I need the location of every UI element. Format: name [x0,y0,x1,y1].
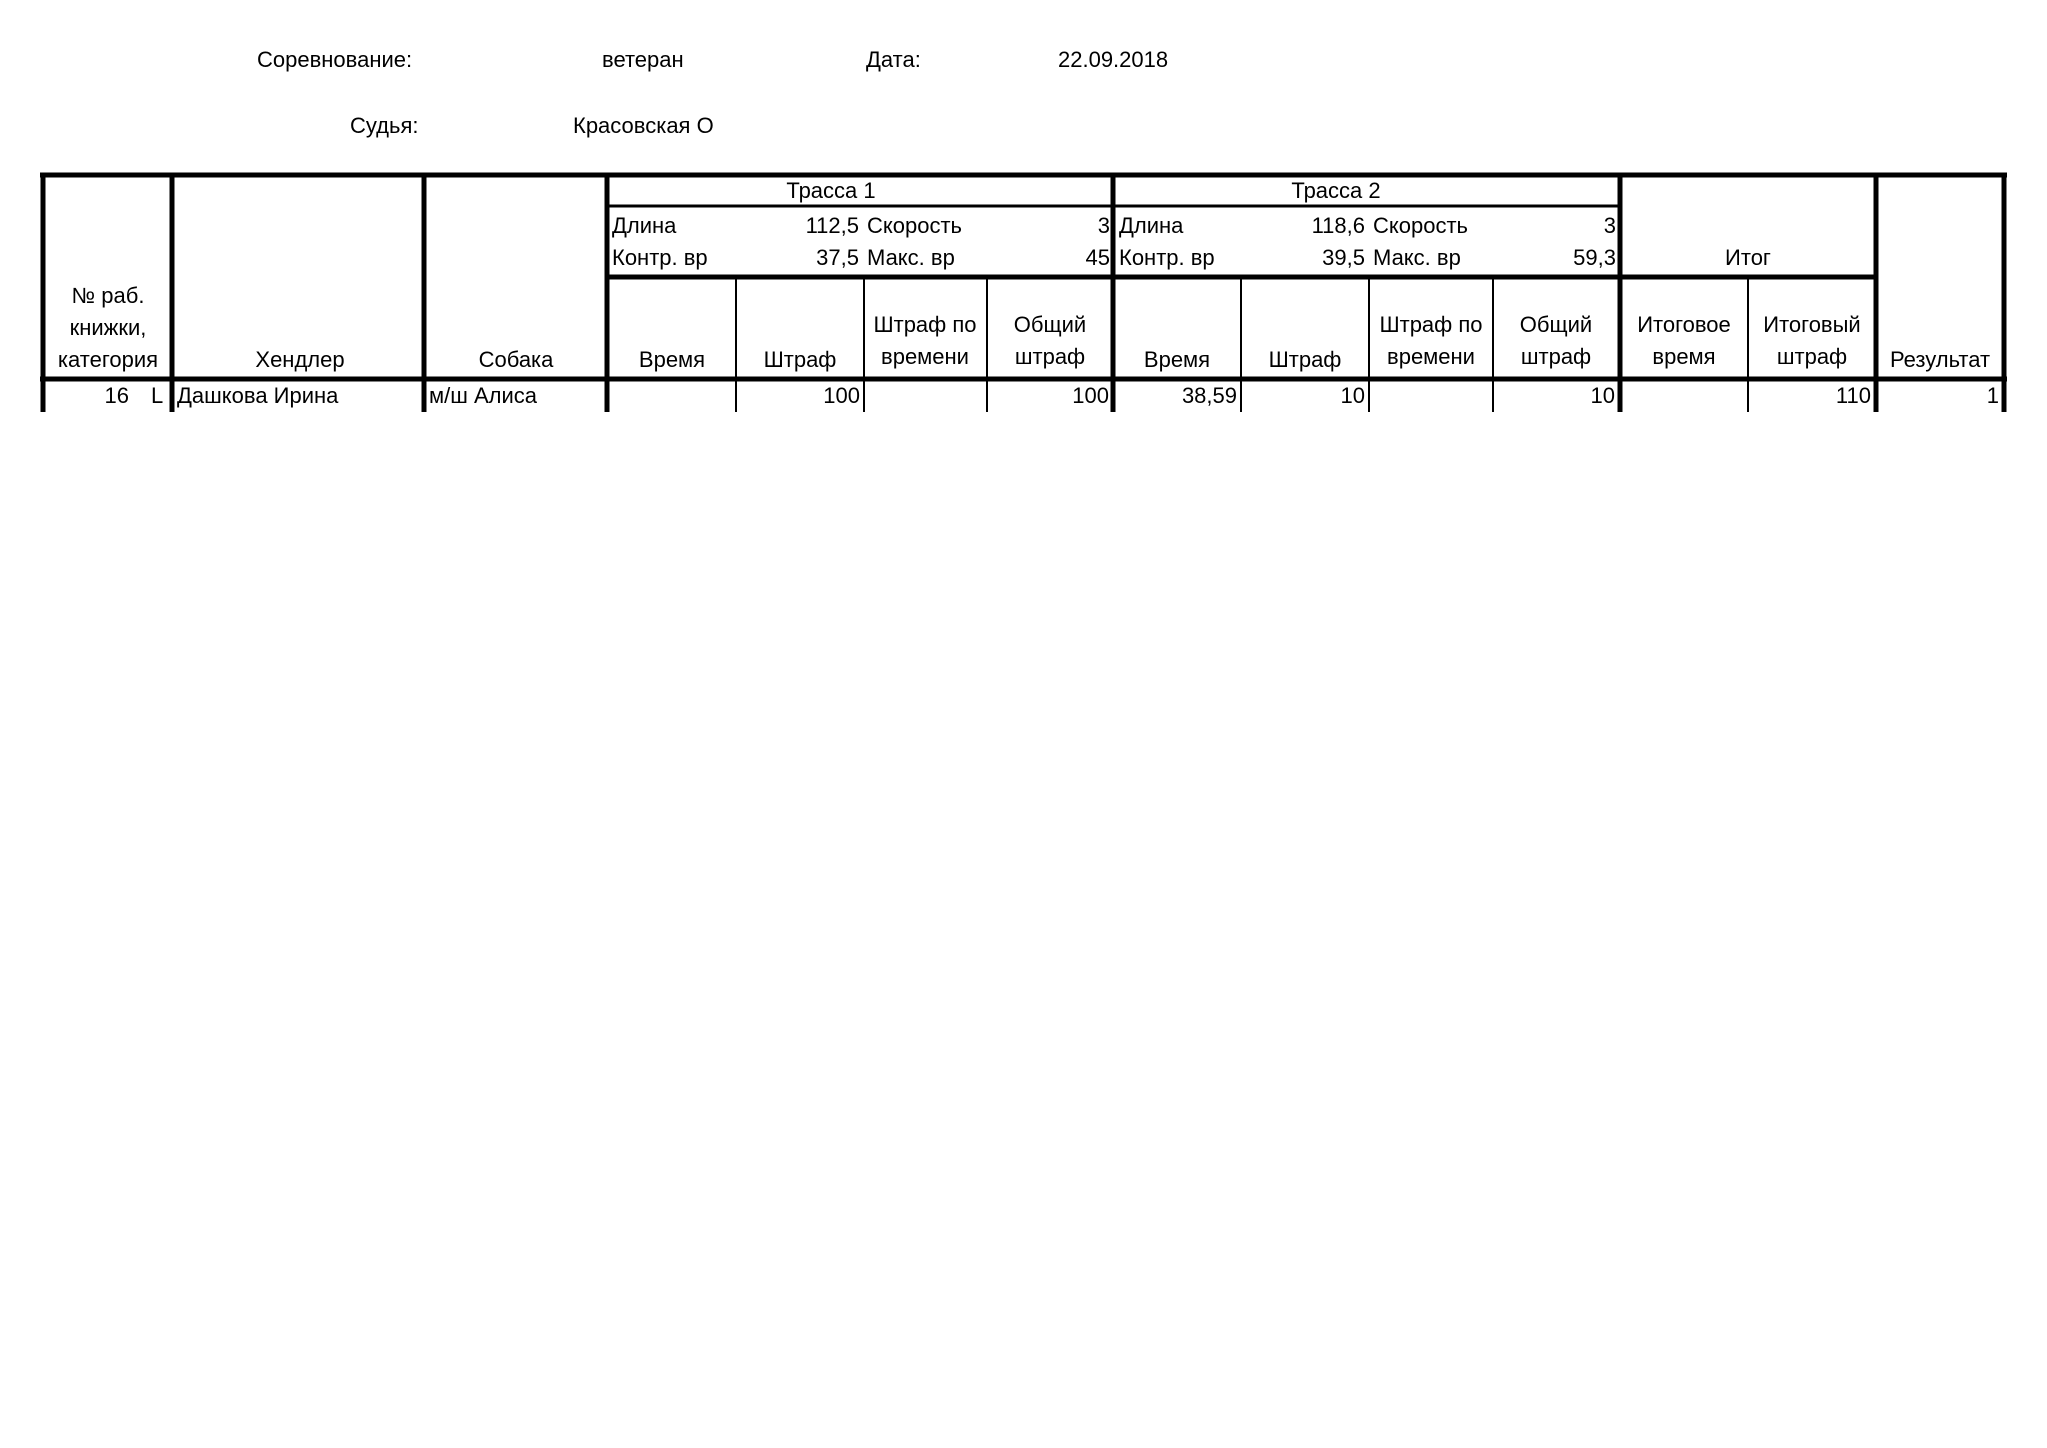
track2-col-penalty: Штраф [1268,347,1342,372]
date-label: Дата: [866,47,921,72]
row-t2-total: 10 [1590,383,1615,408]
track2-col-time-penalty-l2: времени [1387,344,1475,369]
row-t2-time: 38,59 [1181,383,1237,408]
track2-title: Трасса 2 [1291,178,1381,203]
track1-length-value: 112,5 [805,213,859,238]
track1-title: Трасса 1 [786,178,876,203]
track2-col-total-l2: штраф [1520,344,1592,369]
judge-value: Красовская О [573,113,714,138]
row-t1-total: 100 [1072,383,1109,408]
col-book-line3: категория [57,347,159,372]
track1-col-time-penalty-l2: времени [881,344,969,369]
col-book-line1: № раб. [71,283,145,308]
summary-title: Итог [1725,245,1771,270]
track2-col-total-l1: Общий [1519,312,1593,337]
track1-col-total-l2: штраф [1014,344,1086,369]
track1-length-label: Длина [612,213,677,238]
track1-max-value: 45 [1085,245,1110,270]
col-result: Результат [1889,347,1991,372]
track1-control-value: 37,5 [816,245,859,270]
track2-col-time-penalty-l1: Штраф по [1379,312,1483,337]
track1-max-label: Макс. вр [867,245,955,270]
track2-control-value: 39,5 [1322,245,1365,270]
summary-col-penalty-l2: штраф [1776,344,1848,369]
track2-col-time: Время [1143,347,1211,372]
row-total-penalty: 110 [1835,383,1871,408]
row-category: L [151,383,164,408]
date-value: 22.09.2018 [1058,47,1169,72]
row-result: 1 [1986,383,1999,408]
competition-value: ветеран [602,47,684,72]
row-t2-penalty: 10 [1340,383,1365,408]
row-handler: Дашкова Ирина [177,383,339,408]
track2-length-value: 118,6 [1311,213,1365,238]
summary-col-time-l2: время [1652,344,1716,369]
track2-max-value: 59,3 [1573,245,1616,270]
row-dog: м/ш Алиса [429,383,538,408]
track1-col-total-l1: Общий [1013,312,1087,337]
judge-label: Судья: [350,113,419,138]
track2-max-label: Макс. вр [1373,245,1461,270]
track1-col-time-penalty-l1: Штраф по [873,312,977,337]
row-t1-penalty: 100 [823,383,860,408]
row-book: 16 [104,383,129,408]
track2-length-label: Длина [1119,213,1184,238]
track1-col-time: Время [638,347,706,372]
track1-col-penalty: Штраф [763,347,837,372]
track2-speed-label: Скорость [1373,213,1469,238]
track2-speed-value: 3 [1603,213,1616,238]
track1-speed-label: Скорость [867,213,963,238]
col-book-line2: книжки, [69,315,147,340]
competition-label: Соревнование: [257,47,413,72]
track1-control-label: Контр. вр [612,245,708,270]
summary-col-penalty-l1: Итоговый [1763,312,1861,337]
track1-speed-value: 3 [1097,213,1110,238]
col-dog: Собака [478,347,554,372]
track2-control-label: Контр. вр [1119,245,1215,270]
summary-col-time-l1: Итоговое [1637,312,1731,337]
col-handler: Хендлер [255,347,345,372]
